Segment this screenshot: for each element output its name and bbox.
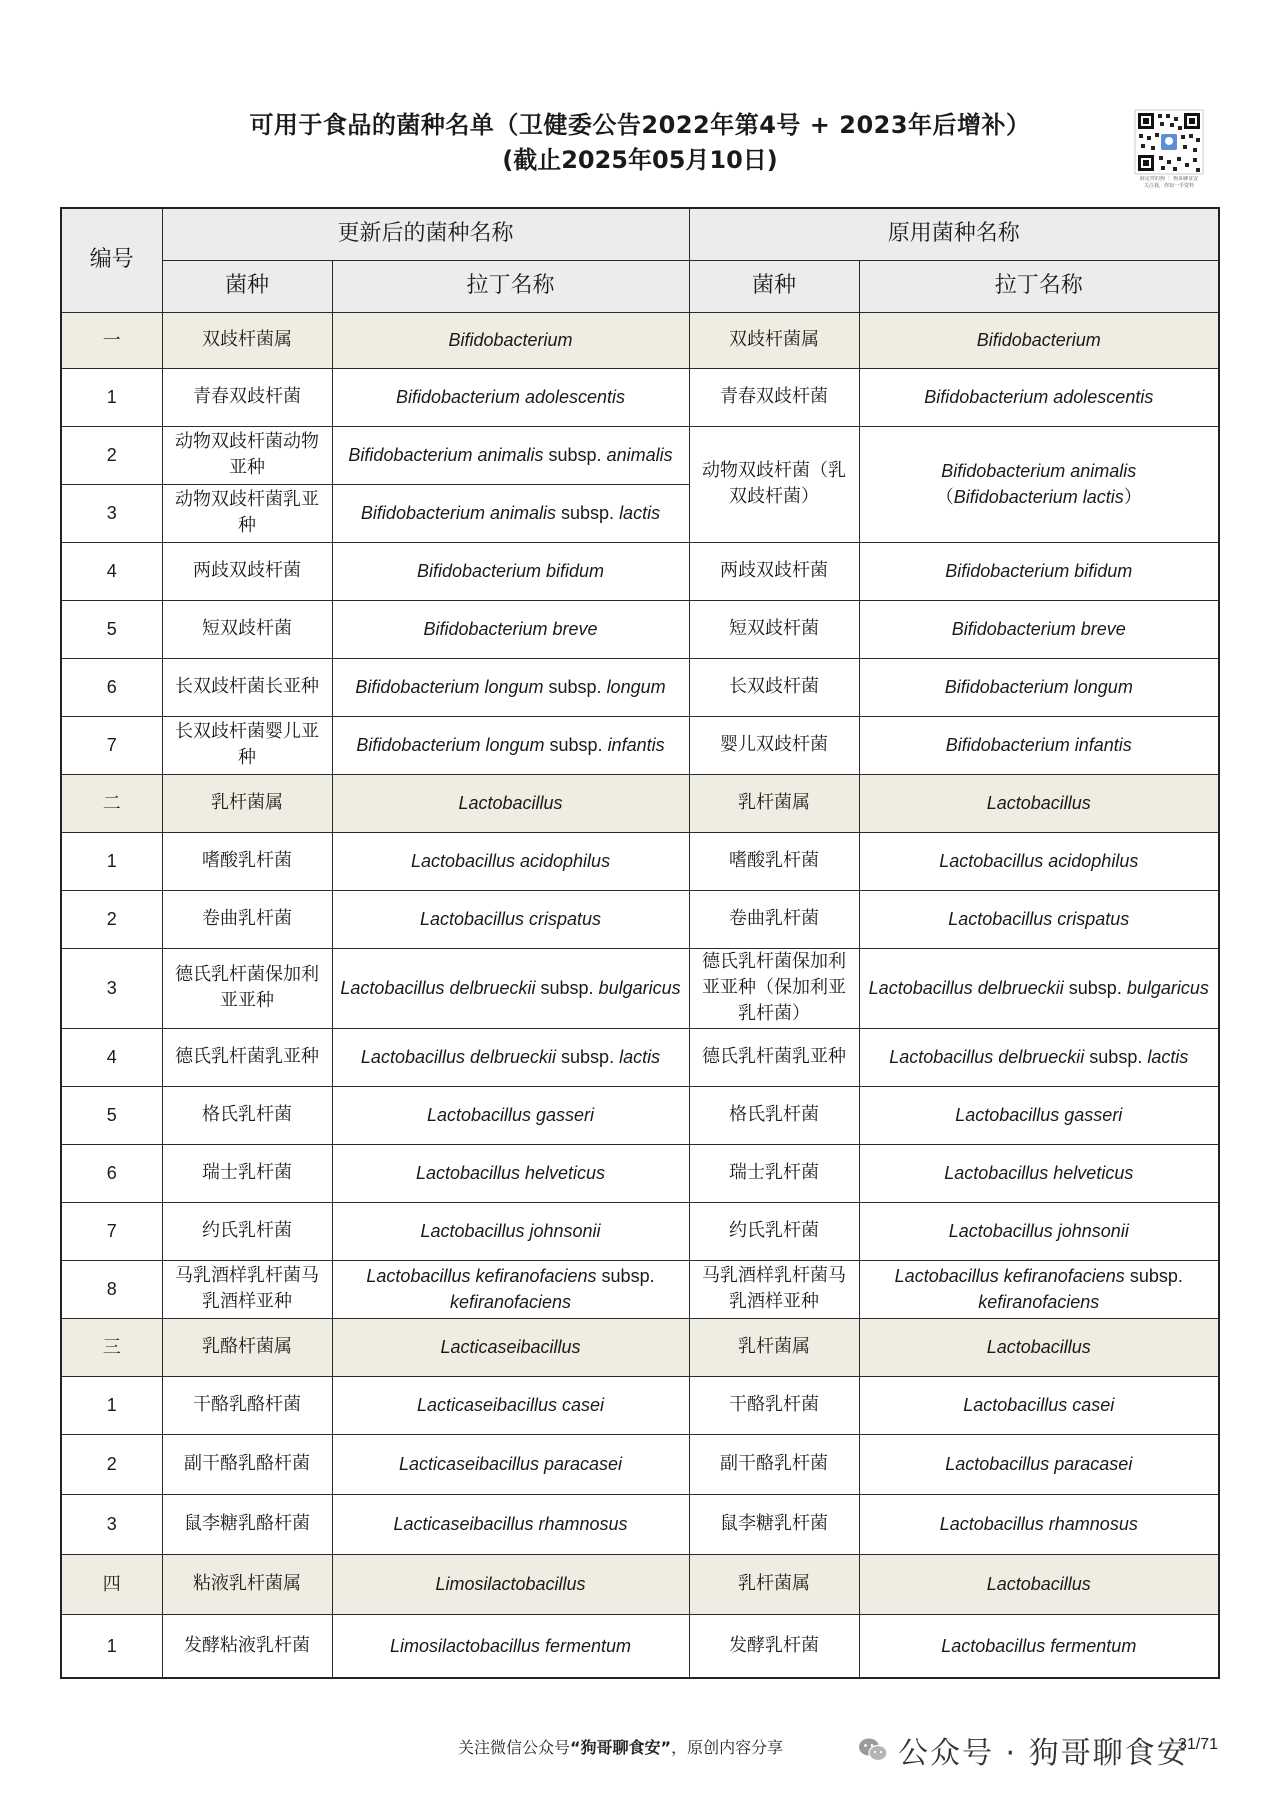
watermark-text: 公众号 · 狗哥聊食安 <box>898 1736 1189 1771</box>
latin-part: subsp. <box>1063 978 1127 998</box>
new-species-name: 德氏乳杆菌乳亚种 <box>162 1028 332 1086</box>
latin-part: （ <box>935 487 954 507</box>
old-species-name: 德氏乳杆菌保加利亚亚种（保加利亚乳杆菌） <box>689 948 859 1028</box>
old-species-name: 双歧杆菌属 <box>689 312 859 368</box>
genus-row <box>61 774 1219 832</box>
latin-part: Lactobacillus <box>986 1337 1091 1357</box>
latin-part: Lactobacillus delbrueckii <box>868 978 1064 998</box>
old-species-name: 约氏乳杆菌 <box>689 1202 859 1260</box>
latin-part: Bifidobacterium adolescentis <box>924 387 1154 407</box>
old-species-name: 乳杆菌属 <box>689 1318 859 1376</box>
table-row <box>61 1614 1219 1678</box>
new-latin-name <box>332 426 689 484</box>
row-number: 4 <box>61 542 162 600</box>
new-latin-name <box>332 1028 689 1086</box>
latin-part: Lactobacillus crispatus <box>948 909 1130 929</box>
new-latin-name <box>332 1614 689 1678</box>
new-species-name: 发酵粘液乳杆菌 <box>162 1614 332 1678</box>
new-species-name: 约氏乳杆菌 <box>162 1202 332 1260</box>
table-row <box>61 1028 1219 1086</box>
table-row <box>61 426 1219 484</box>
latin-part: Limosilactobacillus <box>435 1574 586 1594</box>
old-species-name: 干酪乳杆菌 <box>689 1376 859 1434</box>
latin-part: Lacticaseibacillus casei <box>416 1395 605 1415</box>
table-row <box>61 542 1219 600</box>
new-latin-name <box>332 600 689 658</box>
new-species-name: 青春双歧杆菌 <box>162 368 332 426</box>
latin-part: Bifidobacterium bifidum <box>416 561 605 581</box>
latin-part: Lactobacillus <box>986 793 1091 813</box>
old-species-name: 格氏乳杆菌 <box>689 1086 859 1144</box>
latin-part: Lactobacillus crispatus <box>419 909 602 929</box>
new-species-name: 乳酪杆菌属 <box>162 1318 332 1376</box>
latin-part: Bifidobacterium <box>448 330 573 350</box>
latin-part: lactis <box>619 503 661 523</box>
old-species-name: 德氏乳杆菌乳亚种 <box>689 1028 859 1086</box>
latin-part: lactis <box>619 1047 661 1067</box>
row-number: 2 <box>61 1434 162 1494</box>
qr-caption-1: 薛定谔的狗 ｜ 狗哥聊食安 <box>1139 176 1199 182</box>
latin-part: Lactobacillus kefiranofaciens <box>894 1266 1125 1286</box>
row-number: 二 <box>61 774 162 832</box>
latin-part: subsp. <box>535 978 599 998</box>
row-number: 4 <box>61 1028 162 1086</box>
old-species-name: 婴儿双歧杆菌 <box>689 716 859 774</box>
header-original-latin: 拉丁名称 <box>859 260 1219 312</box>
table-row <box>61 1202 1219 1260</box>
old-latin-name <box>859 1494 1219 1554</box>
genus-row <box>61 312 1219 368</box>
new-latin-name <box>332 716 689 774</box>
new-species-name: 鼠李糖乳酪杆菌 <box>162 1494 332 1554</box>
old-latin-name <box>859 1554 1219 1614</box>
old-latin-name <box>859 658 1219 716</box>
latin-part: Lactobacillus delbrueckii <box>360 1047 557 1067</box>
old-latin-name <box>859 1028 1219 1086</box>
footer <box>0 1736 1280 1776</box>
page-subtitle: (截止2025年05月10日) <box>502 146 778 174</box>
table-row <box>61 1260 1219 1318</box>
qr-code <box>1133 108 1205 200</box>
row-number: 3 <box>61 948 162 1028</box>
latin-part: Bifidobacterium longum <box>944 677 1133 697</box>
old-species-name: 动物双歧杆菌（乳双歧杆菌） <box>689 426 859 542</box>
old-latin-name <box>859 312 1219 368</box>
old-latin-name <box>859 716 1219 774</box>
latin-part: Lactobacillus acidophilus <box>410 851 611 871</box>
old-latin-name <box>859 832 1219 890</box>
wechat-watermark <box>858 1730 1189 1770</box>
old-species-name: 副干酪乳杆菌 <box>689 1434 859 1494</box>
new-species-name: 短双歧杆菌 <box>162 600 332 658</box>
row-number: 7 <box>61 716 162 774</box>
footer-note-prefix: 关注微信公众号 <box>458 1738 571 1757</box>
latin-part: Lacticaseibacillus rhamnosus <box>393 1514 628 1534</box>
new-latin-name <box>332 1434 689 1494</box>
old-species-name: 鼠李糖乳杆菌 <box>689 1494 859 1554</box>
old-species-name: 乳杆菌属 <box>689 1554 859 1614</box>
latin-part: subsp. <box>596 1266 655 1286</box>
new-latin-name <box>332 542 689 600</box>
latin-part: Bifidobacterium lactis <box>953 487 1124 507</box>
latin-part: Bifidobacterium infantis <box>945 735 1132 755</box>
table-row <box>61 832 1219 890</box>
old-latin-name <box>859 1376 1219 1434</box>
new-species-name: 德氏乳杆菌保加利亚亚种 <box>162 948 332 1028</box>
wechat-icon <box>858 1737 888 1763</box>
table-row <box>61 600 1219 658</box>
new-latin-name <box>332 1260 689 1318</box>
latin-part: bulgaricus <box>598 978 681 998</box>
latin-part: Lactobacillus rhamnosus <box>939 1514 1138 1534</box>
genus-row <box>61 1318 1219 1376</box>
latin-part: lactis <box>1147 1047 1189 1067</box>
new-species-name: 动物双歧杆菌乳亚种 <box>162 484 332 542</box>
header-original-name: 原用菌种名称 <box>689 208 1219 260</box>
old-species-name: 青春双歧杆菌 <box>689 368 859 426</box>
genus-row <box>61 1554 1219 1614</box>
new-latin-name <box>332 1144 689 1202</box>
latin-part: subsp. <box>556 1047 620 1067</box>
latin-part: Bifidobacterium bifidum <box>945 561 1133 581</box>
footer-note-suffix: ，原创内容分享 <box>671 1738 784 1757</box>
latin-part: subsp. <box>544 735 608 755</box>
latin-part: subsp. <box>543 677 607 697</box>
latin-part: Lactobacillus fermentum <box>941 1635 1137 1656</box>
old-latin-name <box>859 1434 1219 1494</box>
new-latin-name <box>332 1494 689 1554</box>
new-species-name: 双歧杆菌属 <box>162 312 332 368</box>
row-number: 1 <box>61 1376 162 1434</box>
row-number: 1 <box>61 1614 162 1678</box>
row-number: 2 <box>61 890 162 948</box>
old-latin-name <box>859 948 1219 1028</box>
latin-part: Bifidobacterium animalis <box>941 461 1137 481</box>
latin-part: animalis <box>606 445 673 465</box>
old-latin-name <box>859 890 1219 948</box>
old-latin-name <box>859 1202 1219 1260</box>
latin-part: Bifidobacterium longum <box>356 735 545 755</box>
table-row <box>61 1376 1219 1434</box>
latin-part: Lactobacillus paracasei <box>945 1454 1133 1474</box>
new-latin-name <box>332 368 689 426</box>
old-species-name: 嗜酸乳杆菌 <box>689 832 859 890</box>
old-latin-name <box>859 774 1219 832</box>
new-species-name: 卷曲乳杆菌 <box>162 890 332 948</box>
row-number: 2 <box>61 426 162 484</box>
new-latin-name <box>332 312 689 368</box>
row-number: 三 <box>61 1318 162 1376</box>
new-latin-name <box>332 890 689 948</box>
latin-part: Lactobacillus helveticus <box>415 1163 606 1183</box>
latin-part: Bifidobacterium longum <box>355 677 544 697</box>
latin-part: Limosilactobacillus fermentum <box>389 1635 632 1656</box>
table-row <box>61 890 1219 948</box>
new-latin-name <box>332 774 689 832</box>
row-number: 6 <box>61 658 162 716</box>
new-latin-name <box>332 1376 689 1434</box>
latin-part: kefiranofaciens <box>449 1292 572 1312</box>
latin-part: subsp. <box>1124 1266 1183 1286</box>
page-title: 可用于食品的菌种名单（卫健委公告2022年第4号 + 2023年后增补） <box>249 111 1031 139</box>
row-number: 一 <box>61 312 162 368</box>
table-row <box>61 1144 1219 1202</box>
old-species-name: 两歧双歧杆菌 <box>689 542 859 600</box>
latin-part: subsp. <box>543 445 607 465</box>
old-latin-name <box>859 1086 1219 1144</box>
strain-table <box>60 207 1220 1679</box>
table-row <box>61 1494 1219 1554</box>
row-number: 四 <box>61 1554 162 1614</box>
row-number: 5 <box>61 600 162 658</box>
row-number: 1 <box>61 832 162 890</box>
latin-part: Lactobacillus johnsonii <box>948 1221 1129 1241</box>
old-species-name: 发酵乳杆菌 <box>689 1614 859 1678</box>
new-latin-name <box>332 658 689 716</box>
qr-caption-2: 关注我，你知一手资料 <box>1143 183 1194 189</box>
old-species-name: 瑞士乳杆菌 <box>689 1144 859 1202</box>
new-latin-name <box>332 484 689 542</box>
latin-part: Lactobacillus delbrueckii <box>889 1047 1085 1067</box>
new-species-name: 乳杆菌属 <box>162 774 332 832</box>
old-species-name: 短双歧杆菌 <box>689 600 859 658</box>
latin-part: subsp. <box>1084 1047 1148 1067</box>
latin-part: Lactobacillus delbrueckii <box>340 978 536 998</box>
table-row <box>61 658 1219 716</box>
latin-part: subsp. <box>556 503 620 523</box>
header-updated-latin: 拉丁名称 <box>332 260 689 312</box>
old-latin-name <box>859 542 1219 600</box>
new-species-name: 粘液乳杆菌属 <box>162 1554 332 1614</box>
latin-part: Bifidobacterium animalis <box>348 445 544 465</box>
old-latin-name <box>859 368 1219 426</box>
old-latin-name <box>859 1144 1219 1202</box>
old-latin-name <box>859 426 1219 542</box>
latin-part: Lactobacillus gasseri <box>955 1105 1123 1125</box>
row-number: 1 <box>61 368 162 426</box>
footer-note <box>458 1736 783 1760</box>
new-species-name: 副干酪乳酪杆菌 <box>162 1434 332 1494</box>
row-number: 5 <box>61 1086 162 1144</box>
row-number: 3 <box>61 484 162 542</box>
latin-part: Lactobacillus <box>458 793 563 813</box>
new-species-name: 嗜酸乳杆菌 <box>162 832 332 890</box>
latin-part: Bifidobacterium animalis <box>360 503 557 523</box>
header-original-species: 菌种 <box>689 260 859 312</box>
new-species-name: 长双歧杆菌婴儿亚种 <box>162 716 332 774</box>
new-species-name: 干酪乳酪杆菌 <box>162 1376 332 1434</box>
page-number: 31/71 <box>1178 1736 1219 1753</box>
latin-part: Lactobacillus helveticus <box>944 1163 1134 1183</box>
old-latin-name <box>859 1614 1219 1678</box>
old-species-name: 卷曲乳杆菌 <box>689 890 859 948</box>
latin-part: Lactobacillus acidophilus <box>939 851 1139 871</box>
latin-part: kefiranofaciens <box>978 1292 1100 1312</box>
old-latin-name <box>859 600 1219 658</box>
latin-part: ） <box>1123 487 1142 507</box>
latin-part: Bifidobacterium adolescentis <box>395 387 626 407</box>
qr-code-icon <box>1133 108 1205 176</box>
header-no: 编号 <box>61 208 162 312</box>
latin-part: Lacticaseibacillus <box>440 1337 581 1357</box>
old-species-name: 长双歧杆菌 <box>689 658 859 716</box>
title-block <box>0 108 1280 178</box>
new-latin-name <box>332 1202 689 1260</box>
latin-part: Lactobacillus casei <box>963 1395 1115 1415</box>
table-row <box>61 1434 1219 1494</box>
latin-part: Lactobacillus kefiranofaciens <box>366 1266 597 1286</box>
row-number: 6 <box>61 1144 162 1202</box>
latin-part: Lactobacillus johnsonii <box>420 1221 601 1241</box>
new-species-name: 长双歧杆菌长亚种 <box>162 658 332 716</box>
new-latin-name <box>332 832 689 890</box>
new-latin-name <box>332 1318 689 1376</box>
latin-part: Lacticaseibacillus paracasei <box>398 1454 623 1474</box>
new-species-name: 马乳酒样乳杆菌马乳酒样亚种 <box>162 1260 332 1318</box>
latin-part: bulgaricus <box>1126 978 1209 998</box>
table-row <box>61 948 1219 1028</box>
row-number: 8 <box>61 1260 162 1318</box>
old-species-name: 乳杆菌属 <box>689 774 859 832</box>
new-species-name: 格氏乳杆菌 <box>162 1086 332 1144</box>
table-row <box>61 1086 1219 1144</box>
header-updated-name: 更新后的菌种名称 <box>162 208 689 260</box>
new-latin-name <box>332 948 689 1028</box>
new-latin-name <box>332 1554 689 1614</box>
old-species-name: 马乳酒样乳杆菌马乳酒样亚种 <box>689 1260 859 1318</box>
row-number: 3 <box>61 1494 162 1554</box>
table-row <box>61 368 1219 426</box>
latin-part: Bifidobacterium breve <box>423 619 598 639</box>
latin-part: Lactobacillus gasseri <box>426 1105 595 1125</box>
new-species-name: 瑞士乳杆菌 <box>162 1144 332 1202</box>
table-row <box>61 716 1219 774</box>
latin-part: Bifidobacterium <box>976 330 1101 350</box>
old-latin-name <box>859 1260 1219 1318</box>
footer-account-name: “狗哥聊食安” <box>570 1738 672 1757</box>
table-body <box>61 312 1219 1678</box>
header-updated-species: 菌种 <box>162 260 332 312</box>
new-species-name: 动物双歧杆菌动物亚种 <box>162 426 332 484</box>
new-species-name: 两歧双歧杆菌 <box>162 542 332 600</box>
new-latin-name <box>332 1086 689 1144</box>
latin-part: Bifidobacterium breve <box>951 619 1126 639</box>
old-latin-name <box>859 1318 1219 1376</box>
latin-part: Lactobacillus <box>986 1574 1091 1594</box>
latin-part: longum <box>606 677 666 697</box>
row-number: 7 <box>61 1202 162 1260</box>
latin-part: infantis <box>607 735 665 755</box>
